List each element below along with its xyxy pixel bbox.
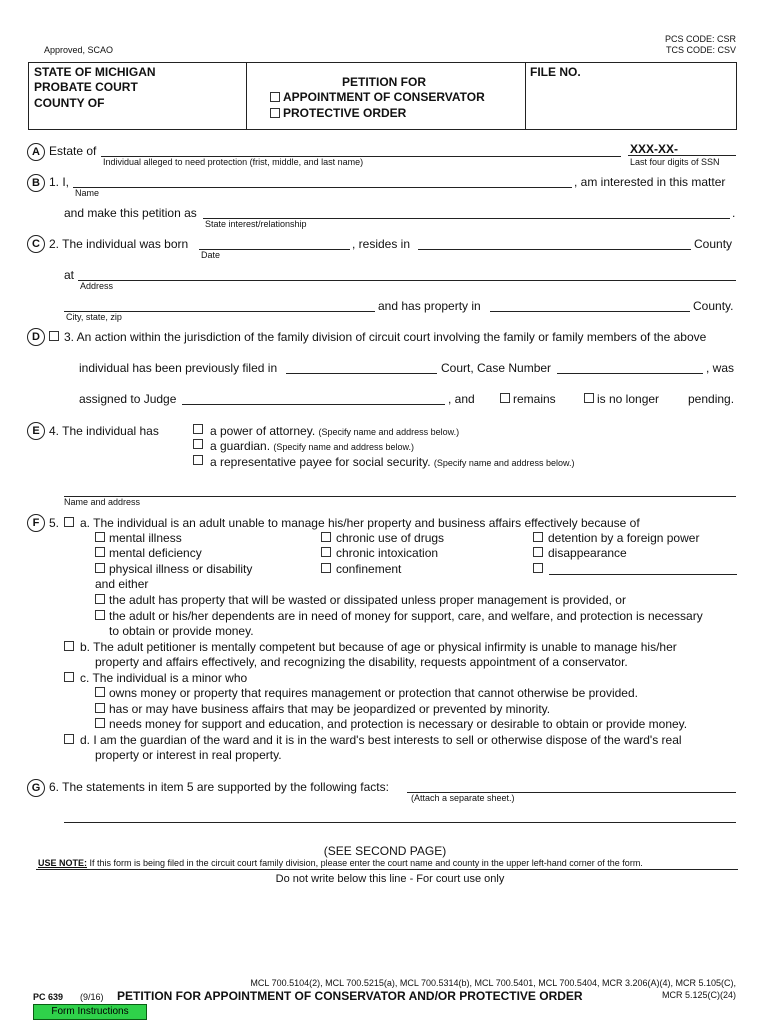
drugs-checkbox[interactable] [321,532,331,542]
court-line-1: STATE OF MICHIGAN [34,65,156,79]
detention-checkbox[interactable] [533,532,543,542]
form-title: PETITION FOR APPOINTMENT OF CONSERVATOR AND/OR PROTECTIVE ORDER [117,989,583,1003]
court-use-divider [36,869,738,870]
county-text: County [694,237,733,251]
interested-text: , am interested in this matter [574,175,726,189]
marker-g: G [27,779,45,797]
pending-text: pending. [688,392,735,406]
header-divider-2 [525,62,526,130]
property-county-field[interactable] [490,311,690,312]
city-caption: City, state, zip [66,312,122,322]
citations-2: MCR 5.125(C)(24) [661,990,736,1000]
payee-checkbox[interactable] [193,455,203,465]
mental-deficiency-checkbox[interactable] [95,547,105,557]
item-5c-text: c. The individual is a minor who [80,671,248,685]
property-text: and has property in [378,299,481,313]
residence-county-field[interactable] [418,249,691,250]
use-note-label: USE NOTE: [38,858,88,868]
physical-illness-checkbox[interactable] [95,563,105,573]
option-label: a representative payee for social security. [210,455,431,469]
court-case-text: Court, Case Number [441,361,552,375]
drugs-label: chronic use of drugs [336,531,445,545]
period: . [732,206,736,220]
no-longer-checkbox[interactable] [584,393,594,403]
needs-money-text: needs money for support and education, and protection is necessary or desirable to obtain or provide money. [109,717,688,731]
no-longer-text: is no longer [597,392,660,406]
address-caption: Address [80,281,114,291]
business-affairs-text: has or may have business affairs that may be jeopardized or prevented by minority. [109,702,551,716]
and-text: , and [448,392,475,406]
marker-c: C [27,235,45,253]
name-address-field[interactable] [64,496,736,497]
intoxication-checkbox[interactable] [321,547,331,557]
dependents-text-2: to obtain or provide money. [109,624,254,638]
item-5b-checkbox[interactable] [64,641,74,651]
item-5b-text-1: b. The adult petitioner is mentally competent but because of age or physical infirmity is unable to manage his/her [80,640,677,654]
address-field[interactable] [78,280,736,281]
guardian-option [210,439,414,453]
mental-illness-checkbox[interactable] [95,532,105,542]
form-date: (9/16) [80,992,104,1002]
do-not-write: Do not write below this line - For court use only [275,873,505,885]
facts-field-2[interactable] [64,822,736,823]
owns-money-checkbox[interactable] [95,687,105,697]
item-5a-text: a. The individual is an adult unable to manage his/her property and business affairs effectively because of [80,516,640,530]
and-make-text: and make this petition as [64,206,197,220]
marker-d: D [27,328,45,346]
option-note: (Specify name and address below.) [273,442,414,452]
use-note [38,858,643,868]
name-address-caption: Name and address [64,497,141,507]
item-5d-checkbox[interactable] [64,734,74,744]
remains-checkbox[interactable] [500,393,510,403]
option-label: a power of attorney. [210,424,316,438]
citations-1: MCL 700.5104(2), MCL 700.5215(a), MCL 700.5314(b), MCL 700.5401, MCL 700.5404, MCR 3.206(A)(4), MCR 5.105(C), [250,978,736,988]
intoxication-label: chronic intoxication [336,546,439,560]
physical-illness-label: physical illness or disability [109,562,253,576]
ssn-prefix: XXX-XX- [630,142,679,156]
checkbox[interactable] [270,108,280,118]
born-text: 2. The individual was born [49,237,189,251]
disappearance-label: disappearance [548,546,627,560]
checkbox[interactable] [270,92,280,102]
judge-field[interactable] [182,404,445,405]
file-no-label: FILE NO. [530,65,581,79]
owns-money-text: owns money or property that requires management or protection that cannot otherwise be provided. [109,686,638,700]
and-either-text: and either [95,577,149,591]
estate-of-label: Estate of [49,144,97,158]
header-divider-1 [246,62,247,130]
option-label: APPOINTMENT OF CONSERVATOR [283,90,485,104]
needs-money-checkbox[interactable] [95,718,105,728]
item-5-label: 5. [49,516,60,530]
other-condition-field[interactable] [549,574,737,575]
petition-title: PETITION FOR [342,75,426,89]
form-id: PC 639 [33,992,64,1002]
power-of-attorney-option [210,424,459,438]
marker-b: B [27,174,45,192]
assigned-text: assigned to Judge [79,392,177,406]
name-caption: Name [75,188,100,198]
was-text: , was [706,361,735,375]
court-line-3[interactable]: COUNTY OF [34,96,105,110]
resides-text: , resides in [352,237,411,251]
petitioner-name-field[interactable] [73,187,572,188]
option-note: (Specify name and address below.) [433,458,575,468]
previously-filed-text: individual has been previously filed in [79,361,278,375]
ssn-caption: Last four digits of SSN [630,157,720,167]
form-instructions-button[interactable]: Form Instructions [33,1004,147,1020]
use-note-text: If this form is being filed in the circuit court family division, please enter the court name and county in the upper left-hand corner of the form. [89,858,643,868]
remains-text: remains [513,392,556,406]
at-text: at [64,268,75,282]
power-of-attorney-checkbox[interactable] [193,424,203,434]
item-5b-text-2: property and affairs effectively, and recognizing the disability, requests appointment of a conservator. [95,655,628,669]
option-note: (Specify name and address below.) [318,427,460,437]
item-4-text: 4. The individual has [49,424,159,438]
marker-e: E [27,422,45,440]
court-line-2[interactable]: PROBATE COURT [34,80,138,94]
guardian-checkbox[interactable] [193,439,203,449]
county2-text: County. [693,299,734,313]
item-5d-text-1: d. I am the guardian of the ward and it is in the ward's best interests to sell or otherwise dispose of the ward's real [80,733,682,747]
pcs-code: PCS CODE: CSR [664,34,736,44]
mental-illness-label: mental illness [109,531,182,545]
property-wasted-text: the adult has property that will be wasted or dissipated unless proper management is provided, or [109,593,626,607]
option-label: PROTECTIVE ORDER [283,106,407,120]
state-interest-caption: State interest/relationship [205,219,307,229]
birth-date-field[interactable] [199,249,350,250]
option-conservator[interactable] [270,90,485,104]
see-second-page: (SEE SECOND PAGE) [323,844,447,858]
item-3-text: 3. An action within the jurisdiction of the family division of circuit court involving the family or family members of the above [64,330,707,344]
approved-label: Approved, SCAO [44,45,114,55]
mental-deficiency-label: mental deficiency [109,546,202,560]
item-3-checkbox[interactable] [49,331,59,341]
item-5a-checkbox[interactable] [64,517,74,527]
option-protective-order[interactable] [270,106,406,120]
confinement-checkbox[interactable] [321,563,331,573]
other-condition-checkbox[interactable] [533,563,543,573]
marker-a: A [27,143,45,161]
dependents-checkbox[interactable] [95,610,105,620]
marker-f: F [27,514,45,532]
item-1-label: 1. I, [49,175,70,189]
item-5c-checkbox[interactable] [64,672,74,682]
item-5d-text-2: property or interest in real property. [95,748,282,762]
property-wasted-checkbox[interactable] [95,594,105,604]
option-label: a guardian. [210,439,271,453]
date-caption: Date [201,250,221,260]
disappearance-checkbox[interactable] [533,547,543,557]
item-6-text: 6. The statements in item 5 are supported by the following facts: [49,780,389,794]
dependents-text-1: the adult or his/her dependents are in need of money for support, care, and welfare, and protection is necessary [109,609,703,623]
court-field[interactable] [286,373,437,374]
business-affairs-checkbox[interactable] [95,703,105,713]
individual-caption: Individual alleged to need protection (frist, middle, and last name) [103,157,364,167]
payee-option [210,455,574,469]
attach-caption: (Attach a separate sheet.) [411,793,515,803]
ssn-field[interactable] [628,155,736,156]
detention-label: detention by a foreign power [548,531,700,545]
case-number-field[interactable] [557,373,703,374]
confinement-label: confinement [336,562,402,576]
tcs-code: TCS CODE: CSV [665,45,736,55]
